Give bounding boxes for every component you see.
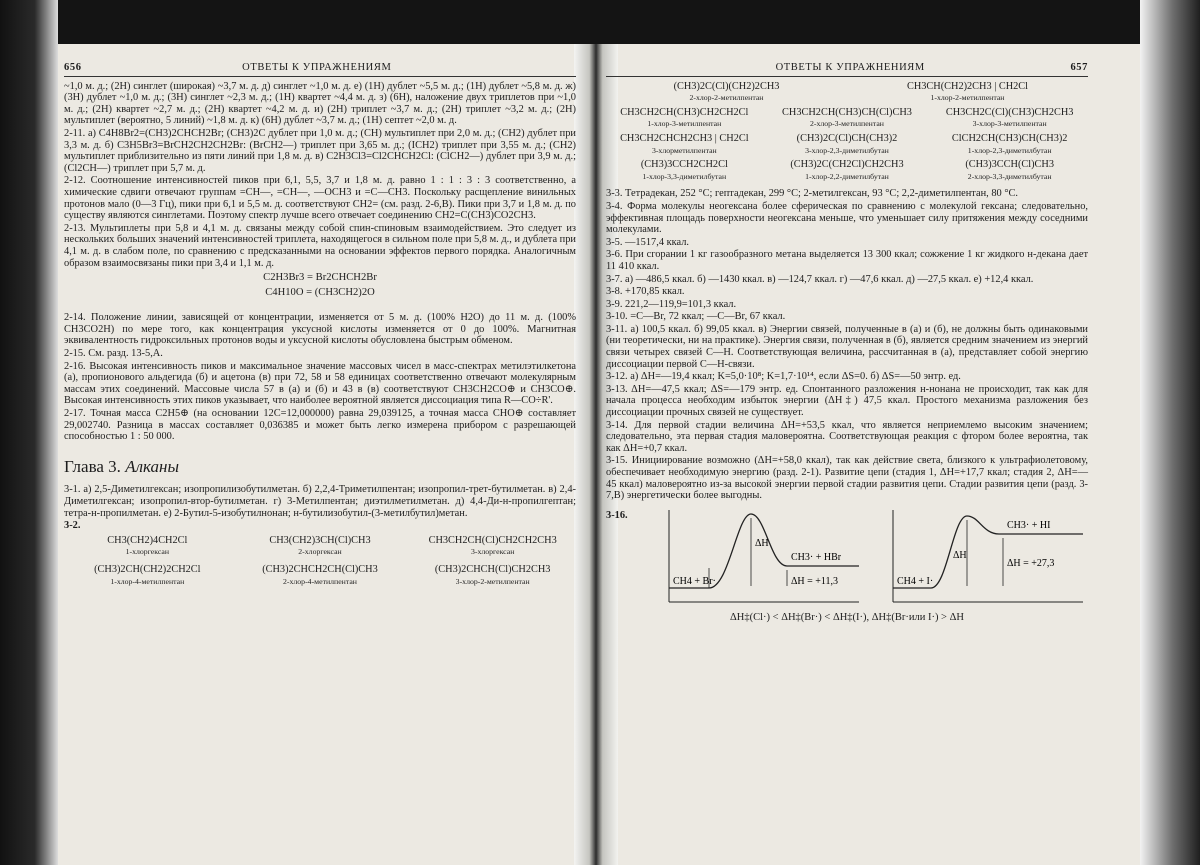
answer-3-7: 3-7. а) —486,5 ккал. б) —1430 ккал. в) —124,7 ккал. г) —47,6 ккал. д) —27,5 ккал. е) +12,4 ккал. [606,273,1034,285]
right-running-head: ОТВЕТЫ К УПРАЖНЕНИЯМ [775,62,925,73]
compound: (CH3)2CHCH2CH(Cl)CH3 2-хлор-4-метилпентан [262,563,378,586]
compound: (CH3)3CCH2CH2Cl 1-хлор-3,3-диметилбутан [640,159,728,181]
compound: (CH3)2CH(CH2)2CH2Cl 1-хлор-4-метилпентан [94,563,201,586]
left-running-head: ОТВЕТЫ К УПРАЖНЕНИЯМ [242,62,392,73]
scan-left-shadow [0,0,58,865]
diagram-i-products: CH3· + HI [1006,519,1051,531]
answer-3-14: 3-14. Для первой стадии величина ΔH=+53,5 ккал, что является неприемлемо высоким значением; следовательно, эта первая стадия маловероятна. Соответствующая реакция с фтором более вероятна, так как ΔH=+0,7 ккал. [606,419,1088,454]
chapter-label: Глава 3. [64,456,121,476]
answer-3-12: 3-12. а) ΔH=—19,4 ккал; K=5,0·10⁸; K=1,7·10¹⁴, если ΔS=0. б) ΔS=—50 энтр. ед. [606,371,961,383]
left-page [64,62,576,590]
answer-2-12: 2-12. Соотношение интенсивностей пиков при 6,1, 5,5, 3,7 и 1,8 м. д. равно 1 : 1 : 3 : 3 соответственно, а химические сдвиги отвечают группам =CH—, =CH—, —OCH3 и =C—CH3. Поскольку расщепление винильных протонов мало (0—3 Гц), пики при 6,1 и 5,5 м. д. соответствуют CH2= (см. разд. 2-6,В). Пики при 3,7 и 1,8 м. д. по существу являются синглетами. Поэтому спектр лучше всего отвечает соединению CH2=C(CH3)CO2CH3. [64,175,576,222]
compound-row-2 [606,107,1088,130]
left-page-header [64,62,576,77]
answer-3-11: 3-11. а) 100,5 ккал. б) 99,05 ккал. в) Энергии связей, полученные в (а) и (б), не должны быть одинаковыми (ни теоретически, ни на практике). Энергия связи, полученная в (б), является средним значением из энергий связи четырех связей C—H. Соответствующая величина, рассчитанная в (а), представляет собой энергию диссоциации первой C—H-связи. [606,323,1088,370]
compound: CH3CH2CH(Cl)CH2CH2CH3 3-хлоргексан [428,534,557,557]
answer-2-11: 2-11. а) C4H8Br2=(CH3)2CHCH2Br; (CH3)2C дублет при 1,0 м. д.; (CH) мультиплет при 2,0 м. д.; (CH2) дублет при 3,3 м. д. б) C3H5Br3=BrCH2CH2CH2Br: (BrCH2—) триплет при 3,65 м. д.; (ICH2) триплет при 3,55 м. д.; (CH2) мультиплет приблизительно из пяти линий при 1,8 м. д. в) C2H3Cl3=Cl2CHCH2Cl: (ClCH2—) дублет при 3,9 м. д.; (Cl2CH—) триплет при 5,7 м. д. [64,127,576,174]
answer-3-1: 3-1. а) 2,5-Диметилгексан; изопропилизобутилметан. б) 2,2,4-Триметилпентан; изопропил-трет-бутилметан. в) 2,4-Диметилгексан; изопропил-втор-бутилметан. г) 3-Метилпентан; диэтилметилметан. д) 4,4-Ди-н-пропилгептан; тетра-н-пропилметан. е) 2-Бутил-5-изобутилнонан; н-бутилизобутил-(3-метилбутил)метан. [64,484,576,519]
formula-c4h10o: C4H10O = (CH3CH2)2O [265,286,375,298]
answer-3-3: 3-3. Тетрадекан, 252 °C; гептадекан, 299 °C; 2-метилгексан, 93 °C; 2,2-диметилпентан, 80 °C. [606,188,1019,200]
compound: CH3(CH2)3CH(Cl)CH3 2-хлоргексан [269,534,371,557]
chapter-title: Алканы [125,456,179,476]
answer-2-15: 2-15. См. разд. 13-5,А. [64,348,163,360]
answer-3-4: 3-4. Форма молекулы неогексана более сферическая по сравнению с молекулой гексана; следовательно, эффективная площадь поверхности неогексана меньше, что уменьшает силу притяжения между соседними молекулами. [606,200,1088,236]
energy-diagrams [606,506,1088,606]
compound: CH3CH2CH(CH3)CH2CH2Cl 1-хлор-3-метилпентан [620,106,749,129]
compound: (CH3)2C(Cl)CH(CH3)2 3-хлор-2,3-диметилбутан [796,132,898,155]
compound-grid-left [64,535,576,587]
energy-diagram-br [659,506,864,606]
diagram-br-products: CH3· + HBr [791,551,842,563]
right-page [606,62,1088,623]
diagram-br-dh: ΔH [755,537,769,549]
scan-right-shadow [1140,0,1200,865]
diagram-br-delta: ΔH = +11,3 [791,575,839,587]
answer-3-8: 3-8. +170,85 ккал. [606,286,685,298]
compound: ClCH2CH(CH3)CH(CH3)2 1-хлор-2,3-диметилбутан [951,132,1068,155]
answer-2-13: 2-13. Мультиплеты при 5,8 и 4,1 м. д. связаны между собой спин-спиновым взаимодействием. Это следует из нескольких больших значений интенсивностей триплета, находящегося в сильном поле при 5,8 м. д., и дублета при 4,1 м. д. в слабом поле, по сравнению с предсказанными на основании эффектов первого порядка. Аналогичным образом взаимосвязаны пики при 3,4 и 1,1 м. д. [64,222,576,269]
diagram-i-reactants: CH4 + I· [896,575,933,587]
compound: CH3CH(CH2)2CH3 | CH2Cl 1-хлор-2-метилпентан [906,80,1029,103]
answer-3-9: 3-9. 221,2—119,9=101,3 ккал. [606,298,737,310]
diagram-br-reactants: CH4 + Br· [673,575,717,587]
answer-2-14: 2-14. Положение линии, зависящей от концентрации, изменяется от 5 м. д. (100% H2O) до 11 м. д. (100% CH3CO2H) по мере того, как концентрация уксусной кислоты изменяется от 0 до 100%. Магнитная эквивалентность гидроксильных протонов воды и уксусной кислоты обусловлена быстрым обменом. [64,312,576,347]
compound: (CH3)2C(CH2Cl)CH2CH3 1-хлор-2,2-диметилбутан [790,159,904,181]
compound-row-4 [606,159,1088,182]
compound: (CH3)3CCH(Cl)CH3 2-хлор-3,3-диметилбутан [965,159,1054,181]
energy-diagram-i [883,506,1088,606]
answer-3-16-footer: ΔH‡(Cl·) < ΔH‡(Br·) < ΔH‡(I·), ΔH‡(Br·или I·) > ΔH [730,611,964,623]
chapter-heading [64,456,576,476]
right-page-header [606,62,1088,77]
right-page-number: 657 [1070,62,1088,73]
compound: CH3CH2CH(CH3)CH(Cl)CH3 2-хлор-3-метилпентан [782,106,912,129]
answer-3-16-label: 3-16. [606,509,628,521]
diagram-i-dh: ΔH [952,549,967,561]
compound-row-1 [606,81,1088,104]
answer-3-6: 3-6. При сгорании 1 кг газообразного метана выделяется 13 300 ккал; сожжение 1 кг жидкого н-декана дает 11 410 ккал. [606,249,1088,272]
compound: CH3(CH2)4CH2Cl 1-хлоргексан [107,534,188,557]
formula-c2h3br3: C2H3Br3 = Br2CHCH2Br [263,272,377,284]
compound-row-3 [606,133,1088,156]
compound: CH3CH2C(Cl)(CH3)CH2CH3 3-хлор-3-метилпентан [945,106,1074,129]
left-page-number: 656 [64,62,82,73]
answer-2-16: 2-16. Высокая интенсивность пиков и максимальное значение массовых чисел в масс-спектрах метилэтилкетона (а), пропионового альдегида (б) и ацетона (в) при 72, 58 и 58 единицах соответственно отвечают молекулярным массам этих соединений. Массовые числа 57 в (а) и (б) и 43 в (в) соответствуют CH3CH2CO⊕ и CH3CO⊕. Высокая интенсивность этих пиков указывает, что наиболее вероятной является диссоциация типа R—CO÷R'. [64,360,576,407]
answer-3-2-label: 3-2. [64,520,81,532]
compound: CH3CH2CHCH2CH3 | CH2Cl 3-хлорметилпентан [620,132,749,155]
answer-3-15: 3-15. Инициирование возможно (ΔH=+58,0 ккал), так как действие света, близкого к ультрафиолетовому, обеспечивает необходимую энергию (разд. 2-1). Развитие цепи (стадия 1, ΔH=+17,7 ккал; стадия 2, ΔH=—45 ккал) маловероятно из-за высокой энергии первой стадии развития цепи. Стадии развития цепи (разд. 3-7,В) энергетически более выгодны. [606,455,1088,502]
diagram-i-delta: ΔH = +27,3 [1006,557,1055,569]
answer-3-5: 3-5. —1517,4 ккал. [606,236,690,248]
answer-3-10: 3-10. =C—Br, 72 ккал; —C—Br, 67 ккал. [606,311,786,323]
answer-2-10-cont: ~1,0 м. д.; (2Н) синглет (широкая) ~3,7 м. д. д) синглет ~1,0 м. д. е) (1Н) дублет ~5,5 м. д.; (1Н) дублет ~5,8 м. д. ж) (3Н) дублет ~1,0 м. д.; (3Н) синглет ~2,3 м. д.; (1Н) квартет ~4,4 м. д. з) (6Н), наложение двух триплетов при ~1,0 м. д.; (2Н) квартет ~2,7 м. д.; (2Н) квартет ~4,2 м. д. и) (2Н) триплет ~3,7 м. д.; (2Н) триплет ~3,2 м. д.; (2Н) мультиплет (вероятно, 5 линий) ~1,8 м. д. к) (6Н) дублет ~3,7 м. д.; (1Н) септет ~2,0 м. д. [64,80,576,127]
compound: (CH3)2C(Cl)(CH2)2CH3 2-хлор-2-метилпентан [673,80,780,103]
scan-top-shadow [0,0,1200,44]
compound: (CH3)2CHCH(Cl)CH2CH3 3-хлор-2-метилпентан [434,563,551,586]
answer-3-13: 3-13. ΔH=—47,5 ккал; ΔS=—179 энтр. ед. Спонтанного разложения н-нонана не происходит, так как для начала процесса необходим избыток энергии (ΔH‡) 47,5 ккал. Простого механизма разложения без диссоциации прочных связей не существует. [606,383,1088,419]
answer-2-17: 2-17. Точная масса C2H5⊕ (на основании 12C=12,000000) равна 29,039125, а точная масса CHO⊕ составляет 29,002740. Разница в массах составляет 0,036385 и может быть легко измерена прибором с разрешающей способностью 1 : 50 000. [64,408,576,443]
